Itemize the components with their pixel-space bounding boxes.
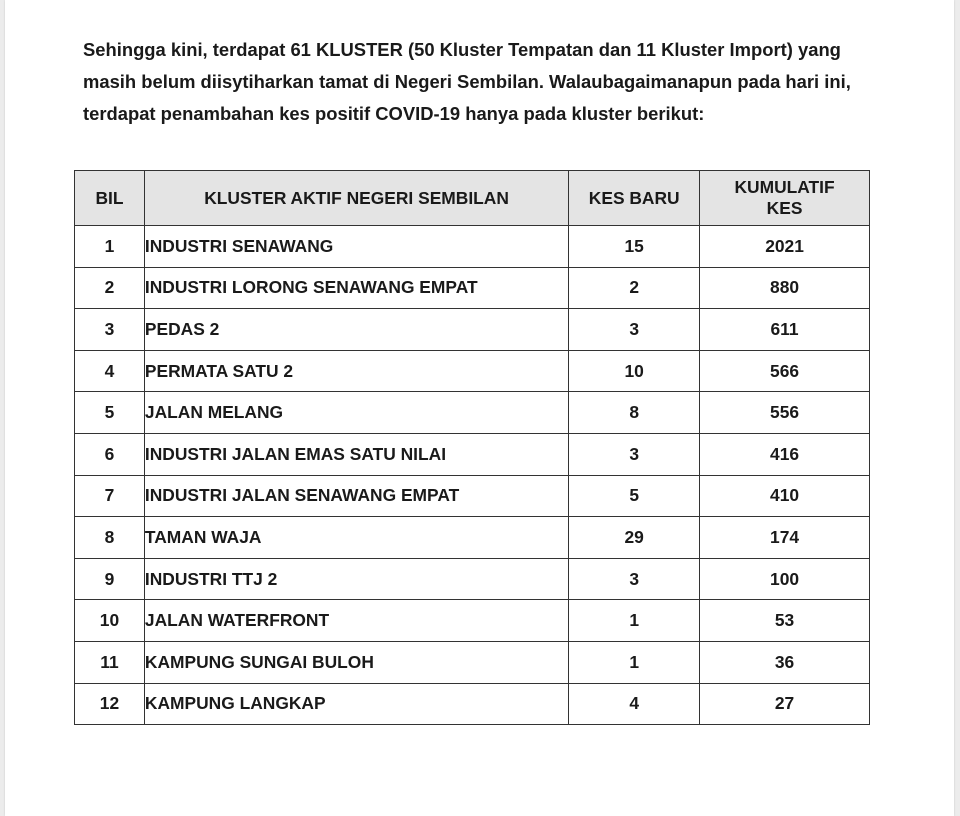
- cell-kumulatif: 27: [700, 683, 870, 725]
- header-kes-baru: KES BARU: [569, 171, 700, 226]
- table-row: [75, 392, 870, 434]
- table-row: [75, 683, 870, 725]
- cell-kumulatif: 566: [700, 350, 870, 392]
- cell-kumulatif: 36: [700, 641, 870, 683]
- cell-kluster: TAMAN WAJA: [144, 517, 568, 559]
- intro-line-3: terdapat penambahan kes positif COVID-19 hanya pada kluster berikut:: [83, 103, 705, 124]
- table-row: [75, 433, 870, 475]
- cell-kluster: PEDAS 2: [144, 309, 568, 351]
- cell-kes-baru: 1: [569, 600, 700, 642]
- cell-kes-baru: 1: [569, 641, 700, 683]
- cell-kluster: INDUSTRI JALAN SENAWANG EMPAT: [144, 475, 568, 517]
- header-kumulatif: [700, 171, 870, 226]
- cell-bil: 4: [75, 350, 145, 392]
- header-kluster: KLUSTER AKTIF NEGERI SEMBILAN: [144, 171, 568, 226]
- cell-bil: 6: [75, 433, 145, 475]
- table-header-row: [75, 171, 870, 226]
- cell-kluster: INDUSTRI JALAN EMAS SATU NILAI: [144, 433, 568, 475]
- cell-kumulatif: 611: [700, 309, 870, 351]
- cell-kumulatif: 880: [700, 267, 870, 309]
- cell-kes-baru: 3: [569, 309, 700, 351]
- table-row: [75, 226, 870, 268]
- cell-kes-baru: 3: [569, 433, 700, 475]
- table-row: [75, 558, 870, 600]
- document-page: [5, 0, 954, 816]
- cell-kluster: INDUSTRI SENAWANG: [144, 226, 568, 268]
- cell-kumulatif: 410: [700, 475, 870, 517]
- cell-bil: 3: [75, 309, 145, 351]
- cell-kes-baru: 2: [569, 267, 700, 309]
- cell-bil: 9: [75, 558, 145, 600]
- cell-kes-baru: 8: [569, 392, 700, 434]
- cell-kes-baru: 10: [569, 350, 700, 392]
- cell-kluster: PERMATA SATU 2: [144, 350, 568, 392]
- cell-bil: 11: [75, 641, 145, 683]
- cell-kumulatif: 416: [700, 433, 870, 475]
- cell-kluster: KAMPUNG SUNGAI BULOH: [144, 641, 568, 683]
- cell-bil: 1: [75, 226, 145, 268]
- table-row: [75, 517, 870, 559]
- table-row: [75, 309, 870, 351]
- cell-kumulatif: 174: [700, 517, 870, 559]
- header-kumulatif-line1: KUMULATIF: [734, 177, 835, 197]
- cell-bil: 7: [75, 475, 145, 517]
- cell-bil: 12: [75, 683, 145, 725]
- cell-bil: 8: [75, 517, 145, 559]
- cell-kluster: JALAN WATERFRONT: [144, 600, 568, 642]
- cell-kes-baru: 5: [569, 475, 700, 517]
- cell-kes-baru: 29: [569, 517, 700, 559]
- cell-kes-baru: 4: [569, 683, 700, 725]
- intro-line-1: Sehingga kini, terdapat 61 KLUSTER (50 Kluster Tempatan dan 11 Kluster Import) yang: [83, 39, 841, 60]
- cell-kumulatif: 2021: [700, 226, 870, 268]
- cell-bil: 5: [75, 392, 145, 434]
- cell-kluster: INDUSTRI LORONG SENAWANG EMPAT: [144, 267, 568, 309]
- cell-kluster: INDUSTRI TTJ 2: [144, 558, 568, 600]
- cluster-table: [74, 170, 870, 725]
- header-kumulatif-line2: KES: [766, 198, 803, 218]
- table-row: [75, 600, 870, 642]
- cell-bil: 2: [75, 267, 145, 309]
- table-row: [75, 641, 870, 683]
- cell-kluster: KAMPUNG LANGKAP: [144, 683, 568, 725]
- intro-line-2: masih belum diisytiharkan tamat di Negeri Sembilan. Walaubagaimanapun pada hari ini,: [83, 71, 851, 92]
- table-row: [75, 350, 870, 392]
- cell-kluster: JALAN MELANG: [144, 392, 568, 434]
- cell-kumulatif: 556: [700, 392, 870, 434]
- table-row: [75, 267, 870, 309]
- header-bil: BIL: [75, 171, 145, 226]
- cell-kumulatif: 100: [700, 558, 870, 600]
- table-row: [75, 475, 870, 517]
- cell-kes-baru: 15: [569, 226, 700, 268]
- intro-paragraph: [83, 34, 913, 130]
- cell-kumulatif: 53: [700, 600, 870, 642]
- cell-bil: 10: [75, 600, 145, 642]
- cell-kes-baru: 3: [569, 558, 700, 600]
